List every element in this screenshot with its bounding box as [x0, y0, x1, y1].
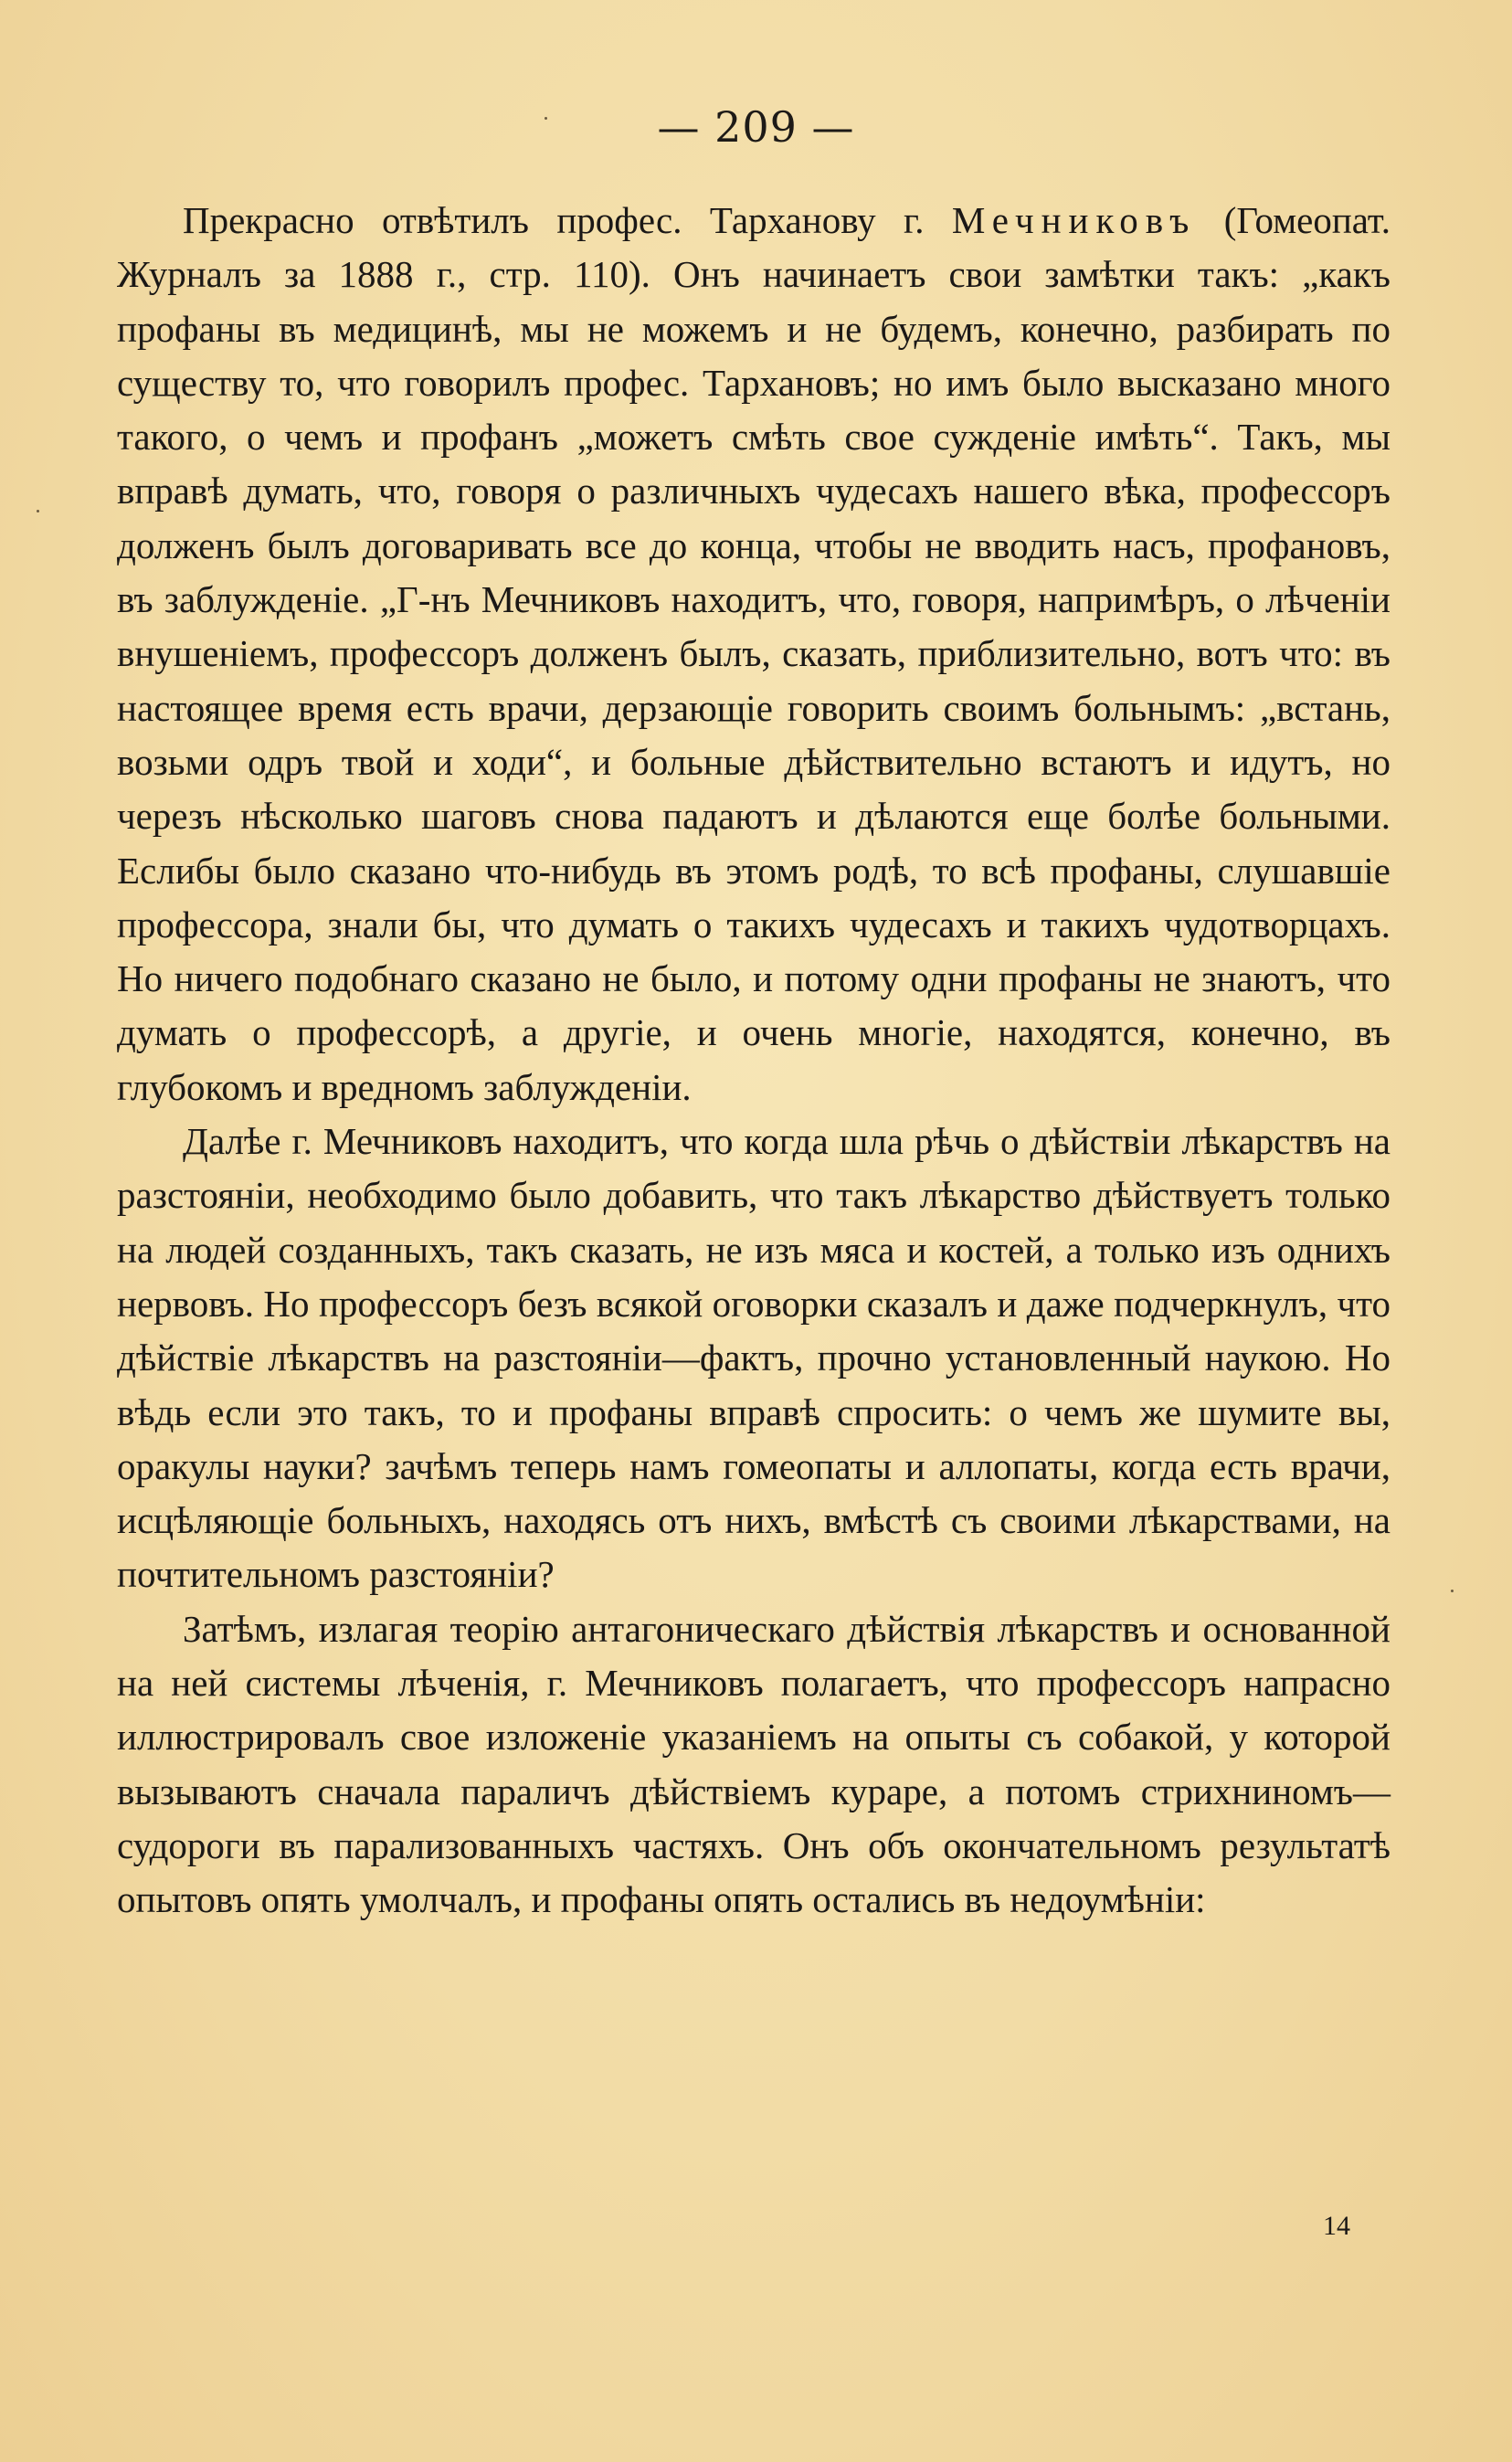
author-name-spaced: Мечниковъ	[951, 199, 1197, 241]
paper-speck	[1451, 1590, 1454, 1592]
paragraph-1-part-2: (Гомеопат. Журналъ за 1888 г., стр. 110). Онъ начинаетъ свои замѣтки такъ: „какъ профаны въ медицинѣ, мы не можемъ и не будемъ, конечно, разбирать по существу то, что говорилъ профес. Тархановъ; но имъ было высказано много такого, о чемъ и профанъ „можетъ смѣть свое сужденіе имѣть“. Такъ, мы вправѣ думать, что, говоря о различныхъ чудесахъ нашего вѣка, профессоръ долженъ былъ договаривать все до конца, чтобы не вводить насъ, профановъ, въ заблужденіе. „Г-нъ Мечниковъ находитъ, что, говоря, напримѣръ, о лѣченіи внушеніемъ, профессоръ долженъ былъ, сказать, приблизительно, вотъ что: въ настоящее время есть врачи, дерзающіе говорить своимъ больнымъ: „встань, возьми одръ твой и ходи“, и больные дѣйствительно встаютъ и идутъ, но черезъ нѣсколько шаговъ снова падаютъ и дѣлаются еще болѣе больными. Еслибы было сказано что-нибудь въ этомъ родѣ, то всѣ профаны, слушавшіе профессора, знали бы, что думать о такихъ чудесахъ и такихъ чудотворцахъ. Но ничего подобнаго сказано не было, и потому одни профаны не знаютъ, что думать о профессорѣ, а другіе, и очень многіе, находятся, конечно, въ глубокомъ и вредномъ заблужденіи.	[117, 199, 1390, 1108]
signature-mark: 14	[1323, 2211, 1350, 2241]
paper-speck	[545, 117, 547, 120]
body-text	[117, 194, 1390, 1928]
paper-speck	[37, 510, 39, 512]
paragraph-1-part-1: Прекрасно отвѣтилъ профес. Тарханову г.	[183, 199, 952, 241]
paragraph-3: Затѣмъ, излагая теорію антагоническаго дѣйствія лѣкарствъ и основанной на ней системы лѣченія, г. Мечниковъ полагаетъ, что профессоръ напрасно иллюстрировалъ свое изложеніе указаніемъ на опыты съ собакой, у которой вызываютъ сначала параличъ дѣйствіемъ кураре, а потомъ стрихниномъ—судороги въ парализованныхъ частяхъ. Онъ объ окончательномъ результатѣ опытовъ опять умолчалъ, и профаны опять остались въ недоумѣніи:	[117, 1607, 1390, 1921]
paragraph-2: Далѣе г. Мечниковъ находитъ, что когда шла рѣчь о дѣйствіи лѣкарствъ на разстояніи, необходимо было добавить, что такъ лѣкарство дѣйствуетъ только на людей созданныхъ, такъ сказать, не изъ мяса и костей, а только изъ однихъ нервовъ. Но профессоръ безъ всякой оговорки сказалъ и даже подчеркнулъ, что дѣйствіе лѣкарствъ на разстояніи—фактъ, прочно установленный наукою. Но вѣдь если это такъ, то и профаны вправѣ спросить: о чемъ же шумите вы, оракулы науки? зачѣмъ теперь намъ гомеопаты и аллопаты, когда есть врачи, исцѣляющіе больныхъ, находясь отъ нихъ, вмѣстѣ съ своими лѣкарствами, на почтительномъ разстояніи?	[117, 1120, 1390, 1596]
paragraph-1	[117, 194, 1390, 1115]
page-number: — 209 —	[657, 102, 855, 152]
